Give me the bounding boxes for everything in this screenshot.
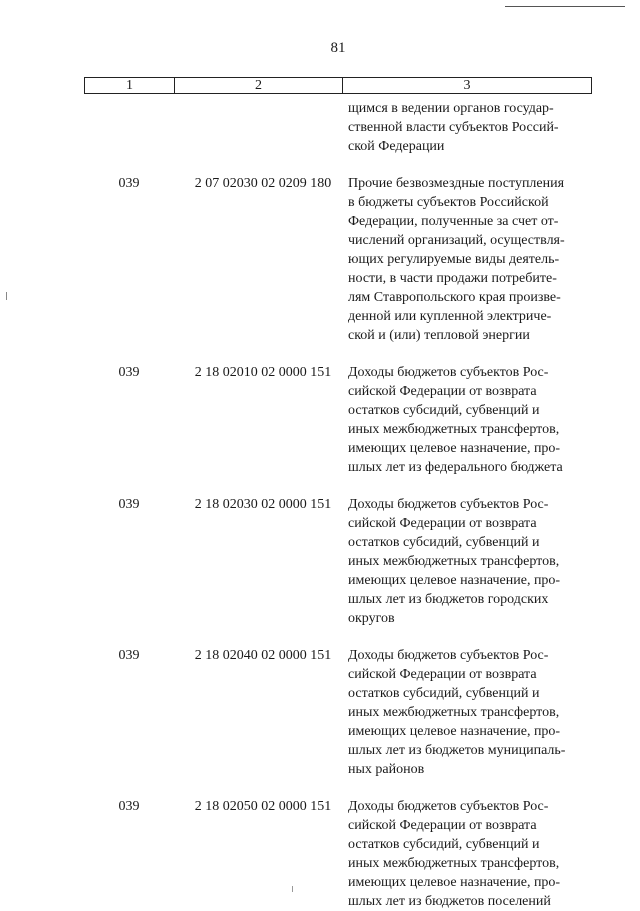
budget-code-cell [174, 99, 352, 156]
description-line: Федерации, полученные за счет от- [348, 214, 559, 229]
description-line: имеющих целевое назначение, про- [348, 875, 561, 890]
scan-edge-line [505, 6, 625, 7]
description-line: Доходы бюджетов субъектов Рос- [348, 497, 549, 512]
page-number: 81 [330, 40, 346, 56]
description-line: числений организаций, осуществля- [348, 233, 565, 248]
table-row [84, 363, 590, 477]
description-line: иных межбюджетных трансфертов, [348, 554, 560, 569]
description-line: иных межбюджетных трансфертов, [348, 856, 560, 871]
description-line: округов [348, 611, 395, 626]
admin-code-cell: 039 [118, 648, 140, 663]
description-line: ющих регулируемые виды деятель- [348, 252, 560, 267]
description-cell [348, 363, 586, 477]
table-column-header [84, 77, 592, 94]
description-line: иных межбюджетных трансфертов, [348, 705, 560, 720]
admin-code-cell: 039 [118, 176, 140, 191]
admin-code-cell: 039 [118, 497, 140, 512]
description-line: имеющих целевое назначение, про- [348, 573, 561, 588]
description-line: ности, в части продажи потребите- [348, 271, 557, 286]
admin-code-cell: 039 [118, 799, 140, 814]
admin-code-cell [84, 99, 174, 156]
table-row [84, 495, 590, 628]
description-cell [348, 99, 586, 156]
table-row [84, 99, 590, 156]
description-line: в бюджеты субъектов Российской [348, 195, 549, 210]
description-line: ных районов [348, 762, 425, 777]
description-line: шлых лет из бюджетов поселений [348, 894, 551, 909]
description-line: остатков субсидий, субвенций и [348, 686, 540, 701]
column-number-3: 3 [463, 78, 471, 93]
budget-code-cell: 2 18 02050 02 0000 151 [194, 799, 332, 814]
description-line: остатков субсидий, субвенций и [348, 403, 540, 418]
description-cell [348, 495, 586, 628]
description-line: денной или купленной электриче- [348, 309, 552, 324]
table-row [84, 646, 590, 779]
description-line: лям Ставропольского края произве- [348, 290, 561, 305]
description-line: сийской Федерации от возврата [348, 818, 537, 833]
budget-code-cell: 2 07 02030 02 0209 180 [194, 176, 332, 191]
budget-code-cell: 2 18 02030 02 0000 151 [194, 497, 332, 512]
description-line: Доходы бюджетов субъектов Рос- [348, 648, 549, 663]
description-cell [348, 797, 586, 911]
scan-margin-mark [6, 292, 7, 300]
description-line: имеющих целевое назначение, про- [348, 724, 561, 739]
description-line: сийской Федерации от возврата [348, 516, 537, 531]
description-line: Доходы бюджетов субъектов Рос- [348, 799, 549, 814]
budget-code-cell: 2 18 02040 02 0000 151 [194, 648, 332, 663]
description-line: ской и (или) тепловой энергии [348, 328, 530, 343]
admin-code-cell: 039 [118, 365, 140, 380]
description-line: шлых лет из бюджетов муниципаль- [348, 743, 566, 758]
description-line: щимся в ведении органов государ- [348, 101, 554, 116]
description-line: ственной власти субъектов Россий- [348, 120, 559, 135]
table-row [84, 797, 590, 911]
description-line: иных межбюджетных трансфертов, [348, 422, 560, 437]
description-line: Прочие безвозмездные поступления [348, 176, 565, 191]
description-line: шлых лет из бюджетов городских [348, 592, 549, 607]
table-row [84, 174, 590, 345]
column-number-1: 1 [85, 78, 175, 93]
description-line: Доходы бюджетов субъектов Рос- [348, 365, 549, 380]
column-number-2: 2 [175, 78, 343, 93]
description-line: сийской Федерации от возврата [348, 384, 537, 399]
description-line: остатков субсидий, субвенций и [348, 837, 540, 852]
description-line: сийской Федерации от возврата [348, 667, 537, 682]
budget-code-table [84, 99, 590, 911]
description-line: ской Федерации [348, 139, 445, 154]
description-line: остатков субсидий, субвенций и [348, 535, 540, 550]
description-cell [348, 646, 586, 779]
description-line: имеющих целевое назначение, про- [348, 441, 561, 456]
description-cell [348, 174, 586, 345]
description-line: шлых лет из федерального бюджета [348, 460, 563, 475]
budget-code-cell: 2 18 02010 02 0000 151 [194, 365, 332, 380]
